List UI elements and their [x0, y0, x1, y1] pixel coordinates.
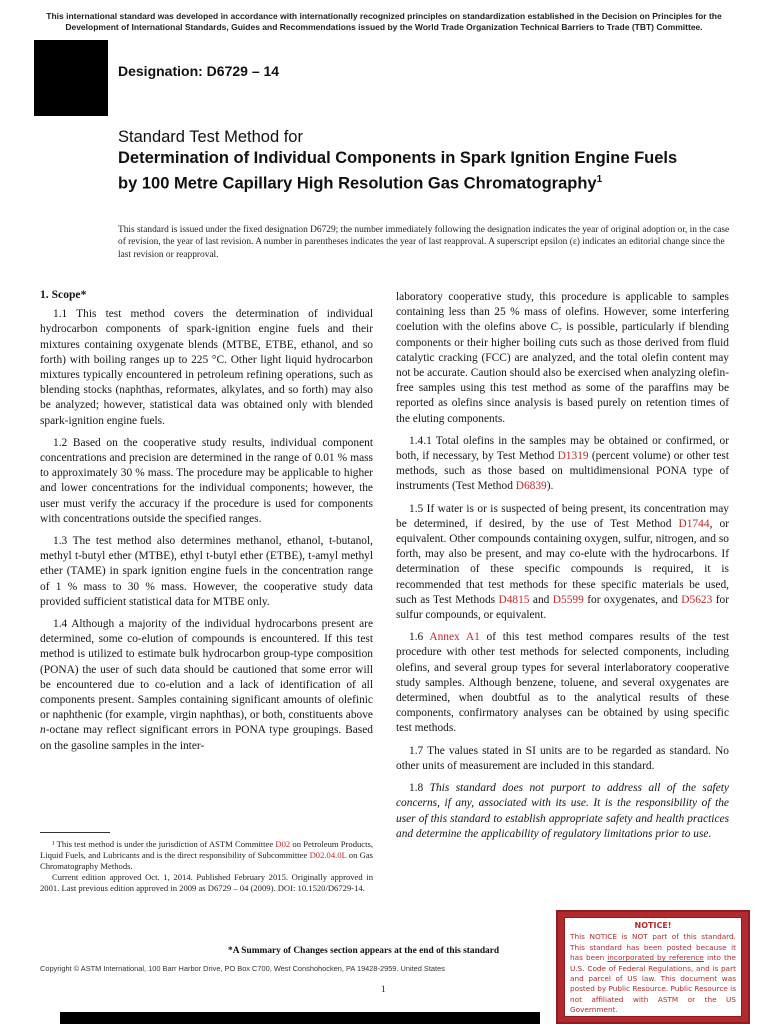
scope-heading: 1. Scope*: [40, 288, 87, 301]
page-number: 1: [381, 985, 386, 995]
para-text: 1.5 If water is or is suspected of being present, its concentration may be determined, if desired, by the use of Test Method: [396, 502, 729, 530]
italic-n: n: [40, 724, 46, 737]
link-annex-a1[interactable]: Annex A1: [429, 631, 480, 644]
para-text: and: [529, 593, 553, 606]
link-d1319[interactable]: D1319: [557, 450, 589, 463]
para-1-1: 1.1 This test method covers the determination of individual hydrocarbon components of spark-ignition engine fuels and their mixtures containing oxygenate blends (MTBE, ETBE, ethanol, and so forth) with boiling ranges up to 225 °C. Other light liquid hydrocarbon mixtures typically encountered in petroleum refining operations, such as blending stocks (naphthas, reformates, alkylates, and so forth) may also be analyzed; however, statistical data was obtained only with blended spark-ignition engine fuels.: [40, 308, 373, 427]
para-text: ).: [546, 480, 554, 493]
document-title: [118, 148, 678, 195]
para-1-4-text: 1.4 Although a majority of the individual hydrocarbons present are determined, some co-elution of compounds is encountered. If this test method is utilized to estimate bulk hydrocarbon group-type composition (PONA) the user of such data should be cautioned that some error will be encountered due to co-elution and a lack of identification of all components present. Samples containing significant amounts of olefinic or naphthenic (for example, virgin naphthas), or both, constituents above: [40, 618, 373, 722]
designation-label: Designation: D6729 – 14: [118, 63, 280, 79]
notice-text: [570, 932, 736, 1015]
para-text: for oxygenates, and: [583, 593, 682, 606]
para-text: 1.6: [409, 631, 430, 644]
summary-of-changes-note: *A Summary of Changes section appears at the end of this standard: [228, 946, 500, 956]
link-d02-04-0l[interactable]: D02.04.0L: [309, 850, 347, 860]
para-text: 1.8: [409, 782, 430, 795]
footnote-text: on Gas Chromatography Methods.: [40, 850, 373, 871]
para-text: (percent volume) or other test methods, such as those based on multidimensional PONA type of instruments (Test Method: [396, 450, 729, 493]
notice-panel: [564, 917, 742, 1017]
title-footnote-mark: 1: [596, 174, 603, 185]
para-1-3: 1.3 The test method also determines methanol, ethanol, t-butanol, methyl t-butyl ether (MTBE), ethyl t-butyl ether (ETBE), t-amyl methyl ether (TAME) in spark ignition engine fuels in the concentration range of 1 % mass to 30 % mass. However, the cooperative study data provided sufficient statistical data for MTBE only.: [40, 535, 373, 608]
link-d6839[interactable]: D6839: [515, 480, 547, 493]
para-1-7: 1.7 The values stated in SI units are to be regarded as standard. No other units of measurement are included in this standard.: [396, 744, 729, 772]
notice-text-part: into the U.S. Code of Federal Regulations, and is part and parcel of US law. This document was posted by Public Resource. Public Resource is not affiliated with ASTM or the US Government.: [570, 953, 737, 1015]
left-column: [40, 287, 373, 761]
footnote: [40, 839, 373, 894]
link-d1744[interactable]: D1744: [678, 517, 710, 530]
public-resource-notice: [556, 910, 750, 1024]
right-column: [396, 290, 729, 849]
astm-logo-redacted: [34, 40, 108, 116]
redaction-bar: [60, 1012, 540, 1024]
para-1-8: [396, 781, 729, 842]
title-block: [118, 127, 678, 195]
issuance-note: This standard is issued under the fixed designation D6729; the number immediately following the designation indicates the year of original adoption or, in the case of revision, the year of last revision. A number in parentheses indicates the year of last reapproval. A superscript epsilon (ε) indicates an editorial change since the last revision or reapproval.: [118, 225, 730, 260]
para-1-4: [40, 617, 373, 754]
para-1-4-text-end: -octane may reflect significant errors in PONA type groupings. Based on the gasoline samples in the inter-: [40, 724, 373, 752]
para-text: of this test method compares results of the test procedure with other test methods for selected components, including olefins, and several group types for several interlaboratory cooperative study samples. Although benzene, toluene, and several oxygenates are determined, when doubtful as to the analytical results of these components, confirmatory analyses can be obtained by using specific test methods.: [396, 631, 729, 735]
para-1-2: 1.2 Based on the cooperative study results, individual component concentrations and precision are determined in the range of 0.01 % mass to approximately 30 % mass. The procedure may be applicable to higher and lower concentrations for the individual components; however, the user must verify the accuracy if the procedure is used for components with concentrations outside the specified ranges.: [40, 436, 373, 525]
para-text: 1.4.1 Total olefins in the samples may be obtained or confirmed, or both, if necessary, by Test Method: [396, 434, 729, 463]
document-title-text: Determination of Individual Components in Spark Ignition Engine Fuels by 100 Metre Capillary High Resolution Gas Chromatography: [118, 149, 678, 193]
link-d5599[interactable]: D5599: [552, 593, 584, 606]
notice-title: NOTICE!: [634, 921, 672, 930]
link-d5623[interactable]: D5623: [681, 593, 713, 606]
para-text: for sulfur compounds, or equivalent.: [396, 593, 729, 622]
para-text: , or equivalent. Other compounds containing oxygen, sulfur, nitrogen, and so forth, may also be present, and may co-elute with the hydrocarbons. If determination of these specific compounds is required, it is recommended that test methods for these specific materials be used, such as Test Methods: [396, 517, 729, 606]
link-incorporated-by-reference[interactable]: incorporated by reference: [607, 953, 704, 963]
footnote-jurisdiction: [40, 839, 373, 872]
link-d4815[interactable]: D4815: [498, 593, 530, 606]
footnote-edition: Current edition approved Oct. 1, 2014. Published February 2015. Originally approved in 2001. Last previous edition approved in 2009 as D6729 – 04 (2009). DOI: 10.1520/D6729-14.: [40, 872, 373, 893]
para-1-4-continued: laboratory cooperative study, this procedure is applicable to samples containing less than 25 % mass of olefins. However, some interfering coelution with the olefins above C₇ is possible, particularly if blending components or their higher boiling cuts such as those derived from fluid catalytic cracking (FCC) are analyzed, and the total olefin content may not be accurate. Caution should also be exercised when analyzing olefin-free samples using this test method as some of the paraffins may be reported as olefins since analysis is based purely on retention times of the eluting components.: [396, 291, 729, 425]
para-1-5: [396, 502, 729, 624]
footnote-text: ¹ This test method is under the jurisdiction of ASTM Committee: [52, 839, 276, 849]
title-prefix: Standard Test Method for: [118, 128, 303, 146]
footnote-divider: [40, 832, 110, 833]
footnote-text: on Petroleum Products, Liquid Fuels, and Lubricants and is the direct responsibility of Subcommittee: [40, 839, 373, 860]
para-1-4-1: [396, 434, 729, 495]
notice-text-part: This NOTICE is NOT part of this standard. This standard has been posted because it has been: [570, 932, 736, 963]
tbt-banner: This international standard was developed in accordance with internationally recognized principles on standardization established in the Decision on Principles for the Development of International Standards, Guides and Recommendations issued by the World Trade Organization Technical Barriers to Trade (TBT) Committee.: [46, 11, 722, 32]
safety-statement: This standard does not purport to address all of the safety concerns, if any, associated with its use. It is the responsibility of the user of this standard to establish appropriate safety and health practices and determine the applicability of regulatory limitations prior to use.: [396, 782, 729, 840]
copyright-line: Copyright © ASTM International, 100 Barr Harbor Drive, PO Box C700, West Conshohocken, PA 19428-2959. United States: [40, 964, 445, 973]
link-d02[interactable]: D02: [275, 839, 291, 849]
para-1-6: [396, 630, 729, 736]
